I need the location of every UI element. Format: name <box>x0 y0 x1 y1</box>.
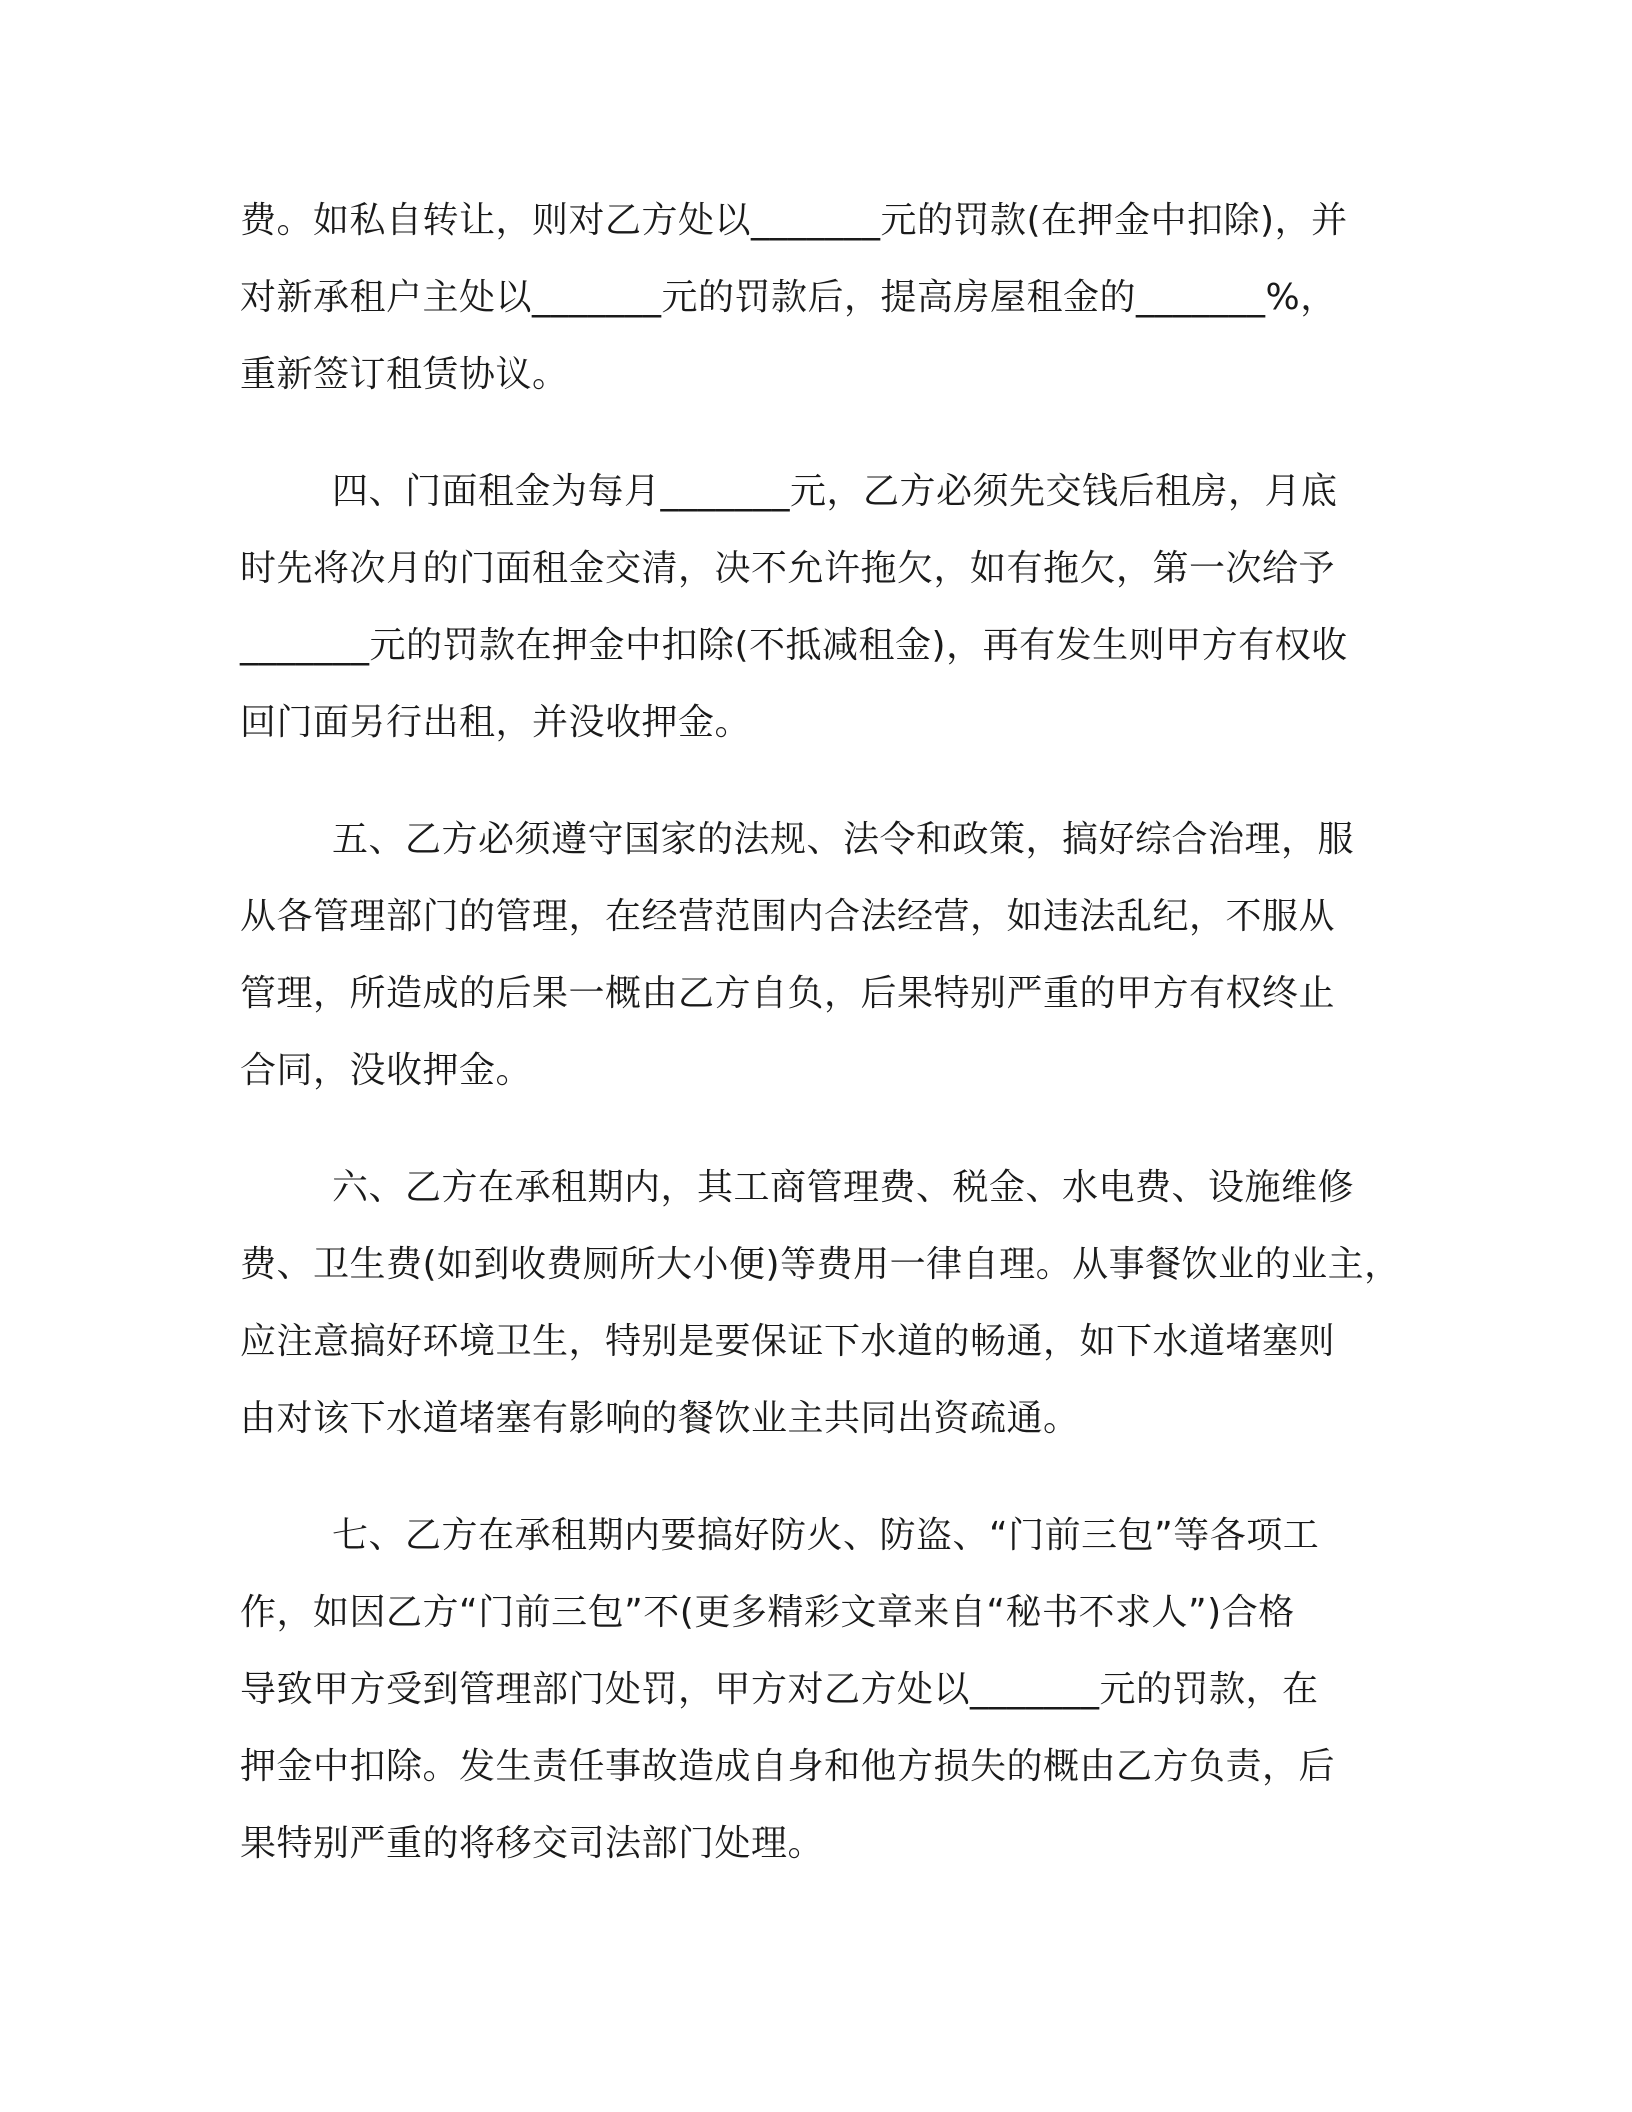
paragraph-clause-5 <box>240 801 1420 1109</box>
text-line: 导致甲方受到管理部门处罚，甲方对乙方处以_______元的罚款，在 <box>240 1669 1319 1710</box>
text-line: 从各管理部门的管理，在经营范围内合法经营，如违法乱纪，不服从 <box>240 896 1336 937</box>
paragraph-clause-7 <box>240 1497 1420 1882</box>
text-line: 押金中扣除。发生责任事故造成自身和他方损失的概由乙方负责，后 <box>240 1746 1336 1787</box>
text-line: 费。如私自转让，则对乙方处以_______元的罚款(在押金中扣除)，并 <box>240 200 1348 241</box>
text-line: 对新承租户主处以_______元的罚款后，提高房屋租金的_______%， <box>240 277 1337 318</box>
text-line: 重新签订租赁协议。 <box>240 354 569 395</box>
text-line: 果特别严重的将移交司法部门处理。 <box>240 1823 825 1864</box>
paragraph-continuation <box>240 182 1420 413</box>
text-line: 作，如因乙方“门前三包”不(更多精彩文章来自“秘书不求人”)合格 <box>240 1592 1295 1633</box>
text-line: _______元的罚款在押金中扣除(不抵减租金)，再有发生则甲方有权收 <box>240 625 1348 666</box>
text-line: 由对该下水道堵塞有影响的餐饮业主共同出资疏通。 <box>240 1398 1080 1439</box>
text-line: 管理，所造成的后果一概由乙方自负，后果特别严重的甲方有权终止 <box>240 973 1336 1014</box>
text-line: 费、卫生费(如到收费厕所大小便)等费用一律自理。从事餐饮业的业主， <box>240 1244 1401 1285</box>
paragraph-clause-6 <box>240 1149 1420 1457</box>
text-line: 六、乙方在承租期内，其工商管理费、税金、水电费、设施维修 <box>332 1167 1355 1208</box>
text-line: 时先将次月的门面租金交清，决不允许拖欠，如有拖欠，第一次给予 <box>240 548 1336 589</box>
text-line: 四、门面租金为每月_______元，乙方必须先交钱后租房，月底 <box>332 471 1338 512</box>
text-line: 合同，没收押金。 <box>240 1050 533 1091</box>
text-line: 应注意搞好环境卫生，特别是要保证下水道的畅通，如下水道堵塞则 <box>240 1321 1336 1362</box>
paragraph-clause-4 <box>240 453 1420 761</box>
text-line: 七、乙方在承租期内要搞好防火、防盗、“门前三包”等各项工 <box>332 1515 1320 1556</box>
text-line: 回门面另行出租，并没收押金。 <box>240 702 752 743</box>
document-body <box>240 182 1420 1922</box>
text-line: 五、乙方必须遵守国家的法规、法令和政策，搞好综合治理，服 <box>332 819 1355 860</box>
